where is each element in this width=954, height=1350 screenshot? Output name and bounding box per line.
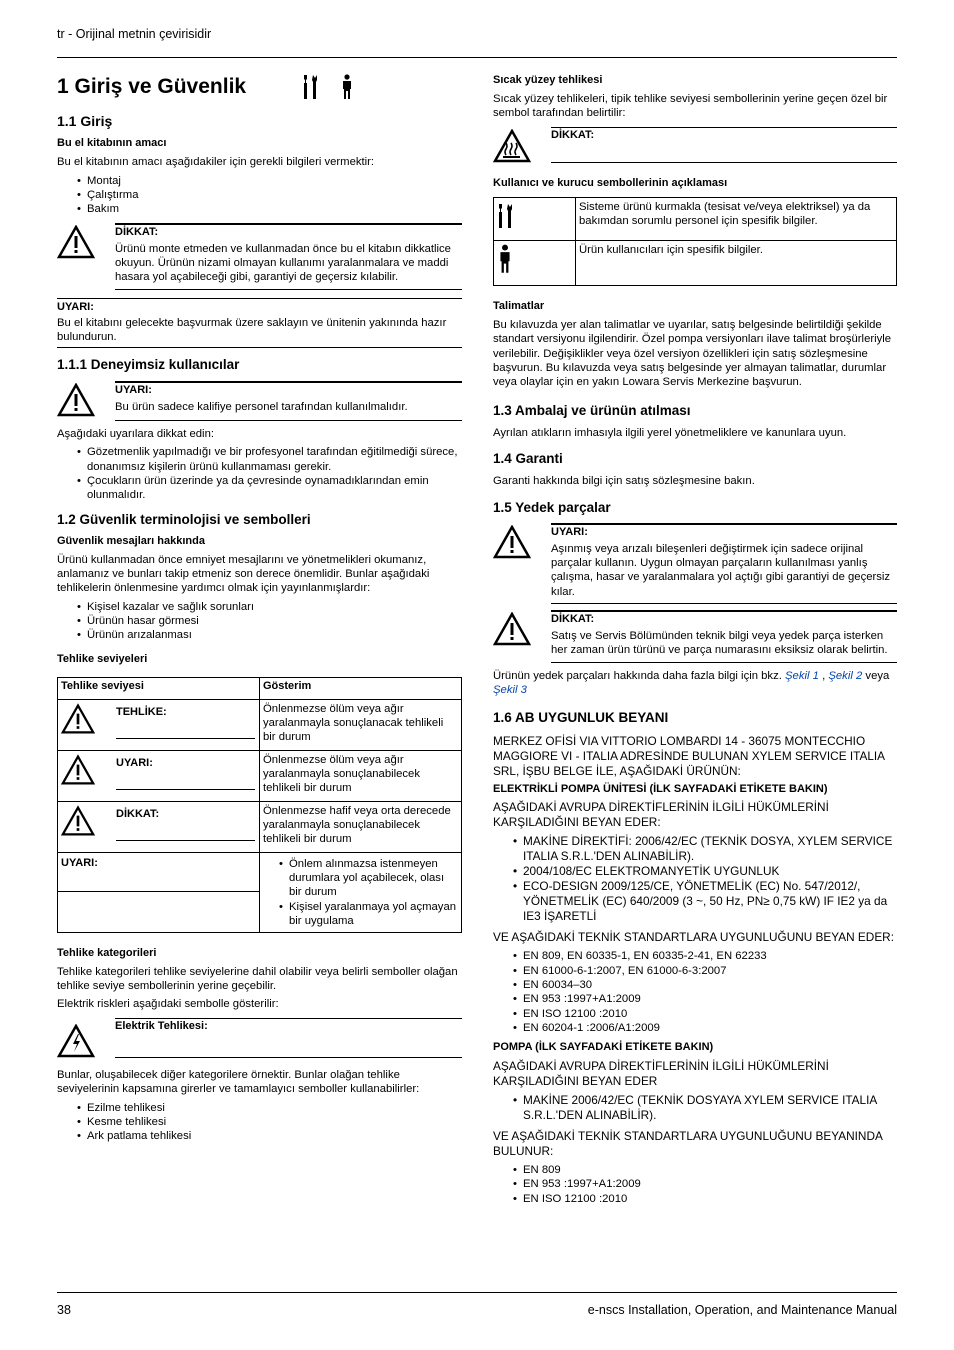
warning-triangle-icon (57, 383, 95, 417)
list-item: • 2004/108/EC ELEKTROMANYETİK UYGUNLUK (513, 864, 897, 879)
electrical-hazard-icon (57, 1024, 95, 1058)
list-item: • EN ISO 12100 :2010 (513, 1007, 897, 1021)
list-item: • Montaj (77, 174, 462, 188)
declaration-product-2: POMPA (İLK SAYFADAKİ ETİKETE BAKIN) (493, 1041, 714, 1054)
list-item: • Ürünün hasar görmesi (77, 614, 462, 628)
list-item: • Gözetmenlik yapılmadığı ve bir profesyonel tarafından eğitilmediği sürece, donanımsız kişilerin ürünü kullanmaması gerekir. (77, 445, 462, 474)
purpose-heading: Bu el kitabının amacı (57, 137, 167, 150)
warning-triangle-icon (57, 225, 95, 259)
list-item: • Önlem alınmazsa istenmeyen durumlara yol açabilecek, olası bir durum (279, 857, 458, 900)
caution-triangle-icon (493, 612, 531, 646)
section-1-1-heading: 1.1 Giriş (57, 112, 113, 129)
list-item: • Kesme tehlikesi (77, 1115, 462, 1129)
user-person-icon (497, 243, 513, 275)
footer-rule (57, 1292, 897, 1293)
safety-messages-text: Ürünü kullanmadan önce emniyet mesajlarını ve yönetmelikleri okumanız, anlamanız ve bunları takip etmeniz son derece önemlidir. Bunlar aşağıdaki tehlikelerin önlenmesine yardımcı olmak için yayınlanmışlardır: (57, 553, 430, 595)
list-item: • MAKİNE DİREKTİFİ: 2006/42/EC (TEKNİK DOSYA, XYLEM SERVICE ITALIA S.R.L.'DEN ALINABİLİR). (513, 834, 897, 864)
section-1-5-heading: 1.5 Yedek parçalar (493, 499, 611, 515)
page-header: tr - Orijinal metnin çevirisidir (57, 27, 212, 41)
list-item: • Çocukların ürün üzerinde ya da çevresinde oynamadıklarından emin olunmalıdır. (77, 474, 462, 503)
footer-title: e-nscs Installation, Operation, and Maintenance Manual (587, 1303, 897, 1317)
caution-box (57, 223, 462, 290)
user-installer-symbols-table (493, 197, 897, 286)
warning-title: UYARI: (115, 383, 152, 396)
chapter-title (57, 74, 462, 101)
figure-1-link[interactable]: Şekil 1 (785, 669, 819, 682)
list-item: • EN 61000-6-1:2007, EN 61000-6-3:2007 (513, 964, 897, 978)
section-1-4-text: Garanti hakkında bilgi için satış sözleşmesine bakın. (493, 475, 755, 488)
level-name: UYARI: (61, 856, 98, 869)
list-item: • EN 60034–30 (513, 978, 897, 992)
hazard-categories-list (77, 1101, 462, 1144)
table-row (494, 197, 897, 240)
declaration-text-2: AŞAĞIDAKİ AVRUPA DİREKTİFLERİNİN İLGİLİ HÜKÜMLERİNİ KARŞILADIĞINI BEYAN EDER: (493, 800, 829, 830)
declaration-text-3: VE AŞAĞIDAKİ TEKNİK STANDARTLARA UYGUNLUĞUNU BEYAN EDER: (493, 930, 894, 945)
spare-parts-prefix: Ürünün yedek parçaları hakkında daha fazla bilgi için bkz. (493, 669, 782, 682)
warning-body: Bu ürün sadece kalifiye personel tarafından kullanılmalıdır. (115, 400, 408, 413)
hazard-categories-heading: Tehlike kategorileri (57, 946, 157, 959)
instructions-text: Bu kılavuzda yer alan talimatlar ve uyarılar, satış belgesinde belirtildiği şekilde standart versiyonu ilgilendirir. Özel pompa versiyonları ilave talimat broşürleriyle verilebilir. Değişiklikler veya özel versiyon özellikleri için satış sözleşmesine başvurun. Bu kılavuzda veya satış belgesinde yer almayan talimatlar, durumlar veya olaylar için en yakın Lowara Servis Merkezine başvurun. (493, 318, 892, 389)
figure-2-link[interactable]: Şekil 2 (828, 669, 863, 682)
level-description: Önlenmezse ölüm veya ağır yaralanmayla sonuçlanabilecek tehlikeli bir durum (260, 750, 462, 801)
safety-messages-heading: Güvenlik mesajları hakkında (57, 534, 205, 547)
table-row (494, 240, 897, 285)
figure-3-link[interactable]: Şekil 3 (493, 684, 527, 697)
spare-parts-text: Ürünün yedek parçaları hakkında daha fazla bilgi için bkz. Şekil 1 , Şekil 2 veya Şekil 3 (493, 669, 890, 697)
right-column (493, 70, 897, 1212)
section-1-6-heading: 1.6 AB UYGUNLUK BEYANI (493, 710, 669, 726)
list-item: • Çalıştırma (77, 188, 462, 202)
directives-list-1 (513, 834, 897, 924)
table-row (58, 801, 462, 852)
warning-box (493, 523, 897, 604)
hazard-categories-text-1: Tehlike kategorileri tehlike seviyelerine dahil olabilir veya belirli semboller olağan tehlike seviye sembollerinin yerine geçebilir. (57, 965, 458, 993)
level-name: TEHLİKE: (116, 705, 167, 718)
level-name: DİKKAT: (116, 807, 160, 820)
hot-surface-box (493, 127, 897, 167)
list-item: • Kişisel kazalar ve sağlık sorunları (77, 600, 462, 614)
list-item: • EN 60204-1 :2006/A1:2009 (513, 1021, 897, 1035)
warning-box (57, 381, 462, 421)
caution-triangle-icon (61, 805, 95, 837)
user-person-icon (340, 74, 354, 100)
list-item: • Kişisel yaralanmaya yol açmayan bir uygulama (279, 900, 458, 929)
note-box (57, 298, 462, 349)
spare-parts-or: veya (865, 669, 890, 682)
level-name: UYARI: (116, 756, 153, 769)
electrical-hazard-title: Elektrik Tehlikesi: (115, 1019, 208, 1032)
note-title: UYARI: (57, 300, 94, 313)
list-item: • EN 809 (513, 1163, 897, 1177)
directives-list-2 (513, 1093, 897, 1123)
declaration-text-1: MERKEZ OFİSİ VIA VITTORIO LOMBARDI 14 - 36075 MONTECCHIO MAGGIORE VI - ITALIA ADRESİNDE BULUNAN XYLEM SERVICE ITALIA SRL, İŞBU BELGE İLE, AŞAĞIDAKİ ÜRÜNÜN: (493, 733, 885, 778)
warning-triangle-icon (61, 754, 95, 786)
hazard-categories-text-2: Elektrik riskleri aşağıdaki sembolle gösterilir: (57, 998, 279, 1011)
list-item: • MAKİNE 2006/42/EC (TEKNİK DOSYAYA XYLEM SERVICE ITALIA S.R.L.'DEN ALINABİLİR). (513, 1093, 897, 1123)
hazard-levels-table (57, 677, 462, 933)
purpose-list (77, 174, 462, 217)
list-item: • ECO-DESIGN 2009/125/CE, YÖNETMELİK (EC) No. 547/2012/, YÖNETMELİK (EC) 640/2009 (3 ~, 50 Hz, PN≥ 0,75 kW) IF IE2 ya da IE3 İŞARETLİ (513, 879, 897, 924)
standards-list-2 (513, 1163, 897, 1206)
hot-surface-icon (493, 129, 531, 163)
hot-surface-heading: Sıcak yüzey tehlikesi (493, 74, 603, 86)
user-installer-symbols-heading: Kullanıcı ve kurucu sembollerinin açıklaması (493, 177, 728, 189)
section-1-3-heading: 1.3 Ambalaj ve ürünün atılması (493, 402, 691, 418)
installer-tools-icon (302, 74, 320, 100)
caution-body: Satış ve Servis Bölümünden teknik bilgi veya yedek parça isterken her zaman ürün türünü ve parça numarasını eksiksiz olarak belirtin. (551, 630, 888, 657)
attention-text: Aşağıdaki uyarılara dikkat edin: (57, 427, 214, 440)
hazard-categories-text-3: Bunlar, oluşabilecek diğer kategorilere örnektir. Bunlar olağan tehlike seviyelerinin kapsamına girerler ve tamamlayıcı semboller kullanabilirler: (57, 1069, 420, 1096)
standards-list-1 (513, 949, 897, 1035)
caution-title: DİKKAT: (115, 225, 159, 238)
table-header-indication: Gösterim (260, 677, 462, 699)
list-item: • Ürünün arızalanması (77, 628, 462, 642)
installer-info-text: Sisteme ürünü kurmakla (tesisat ve/veya elektriksel) ya da bakımdan sorumlu personel için spesifik bilgiler. (576, 197, 897, 240)
list-item: • Ezilme tehlikesi (77, 1101, 462, 1115)
declaration-text-4: AŞAĞIDAKİ AVRUPA DİREKTİFLERİNİN İLGİLİ HÜKÜMLERİNİ KARŞILADIĞINI BEYAN EDER (493, 1059, 829, 1089)
hot-surface-text: Sıcak yüzey tehlikeleri, tipik tehlike seviyesi sembollerinin yerine geçen özel bir sembol tarafından belirtilir: (493, 92, 888, 120)
level-description: Önlenmezse hafif veya orta derecede yaralanmayla sonuçlanabilecek tehlikeli bir durum (260, 801, 462, 852)
section-1-4-heading: 1.4 Garanti (493, 451, 563, 467)
warning-body: Aşınmış veya arızalı bileşenleri değiştirmek için sadece orijinal parçalar kullanın. Uygun olmayan parçaların kullanılması yanlış çalışma, hasar ve yaralanmalara yol açtığı gibi garantiyi de geçersiz kılar. (551, 542, 891, 598)
left-column (57, 70, 462, 1150)
electrical-hazard-box (57, 1018, 462, 1062)
section-1-3-text: Ayrılan atıkların imhasıyla ilgili yerel yönetmeliklere ve kanunlara uyun. (493, 426, 847, 439)
list-item: • EN 953 :1997+A1:2009 (513, 1177, 897, 1191)
instructions-heading: Talimatlar (493, 299, 545, 312)
warning-triangle-icon (493, 525, 531, 559)
purpose-text: Bu el kitabının amacı aşağıdakiler için gerekli bilgileri vermektir: (57, 156, 375, 169)
hazard-levels-heading: Tehlike seviyeleri (57, 652, 148, 665)
caution-box (493, 610, 897, 663)
table-header-level: Tehlike seviyesi (58, 677, 260, 699)
installer-tools-icon (497, 200, 515, 232)
caution-title: DİKKAT: (551, 613, 595, 626)
warning-title: UYARI: (551, 525, 588, 538)
list-item: • EN 953 :1997+A1:2009 (513, 992, 897, 1006)
attention-list (77, 445, 462, 502)
level-description: Önlenmezse ölüm veya ağır yaralanmayla sonuçlanacak tehlikeli bir durum (260, 699, 462, 750)
user-info-text: Ürün kullanıcıları için spesifik bilgiler. (576, 240, 897, 285)
safety-messages-list (77, 600, 462, 643)
declaration-product-1: ELEKTRİKLİ POMPA ÜNİTESİ (İLK SAYFADAKİ ETİKETE BAKIN) (493, 782, 828, 795)
table-row (58, 852, 462, 932)
header-rule (57, 57, 897, 58)
table-row (58, 750, 462, 801)
chapter-title-text: 1 Giriş ve Güvenlik (57, 75, 247, 98)
list-item: • EN 809, EN 60335-1, EN 60335-2-41, EN 62233 (513, 949, 897, 963)
section-1-2-heading: 1.2 Güvenlik terminolojisi ve sembolleri (57, 511, 311, 527)
section-1-1-1-heading: 1.1.1 Deneyimsiz kullanıcılar (57, 357, 240, 373)
danger-triangle-icon (61, 703, 95, 735)
list-item: • Ark patlama tehlikesi (77, 1129, 462, 1143)
list-item: • Bakım (77, 202, 462, 216)
caution-body: Ürünü monte etmeden ve kullanmadan önce bu el kitabın dikkatlice okuyun. Ürünün nizami olmayan kullanımı yaralanmalara ve maddi hasara yol açabileceği gibi, garantiyi de geçersiz kılabilir. (115, 242, 451, 284)
list-item: • EN ISO 12100 :2010 (513, 1192, 897, 1206)
hot-surface-title: DİKKAT: (551, 128, 595, 141)
page-number: 38 (57, 1303, 71, 1317)
table-row (58, 699, 462, 750)
declaration-text-5: VE AŞAĞIDAKİ TEKNİK STANDARTLARA UYGUNLUĞUNU BEYANINDA BULUNUR: (493, 1129, 883, 1159)
note-body: Bu el kitabını gelecekte başvurmak üzere saklayın ve ünitenin yakınında hazır bulundurun. (57, 316, 447, 344)
